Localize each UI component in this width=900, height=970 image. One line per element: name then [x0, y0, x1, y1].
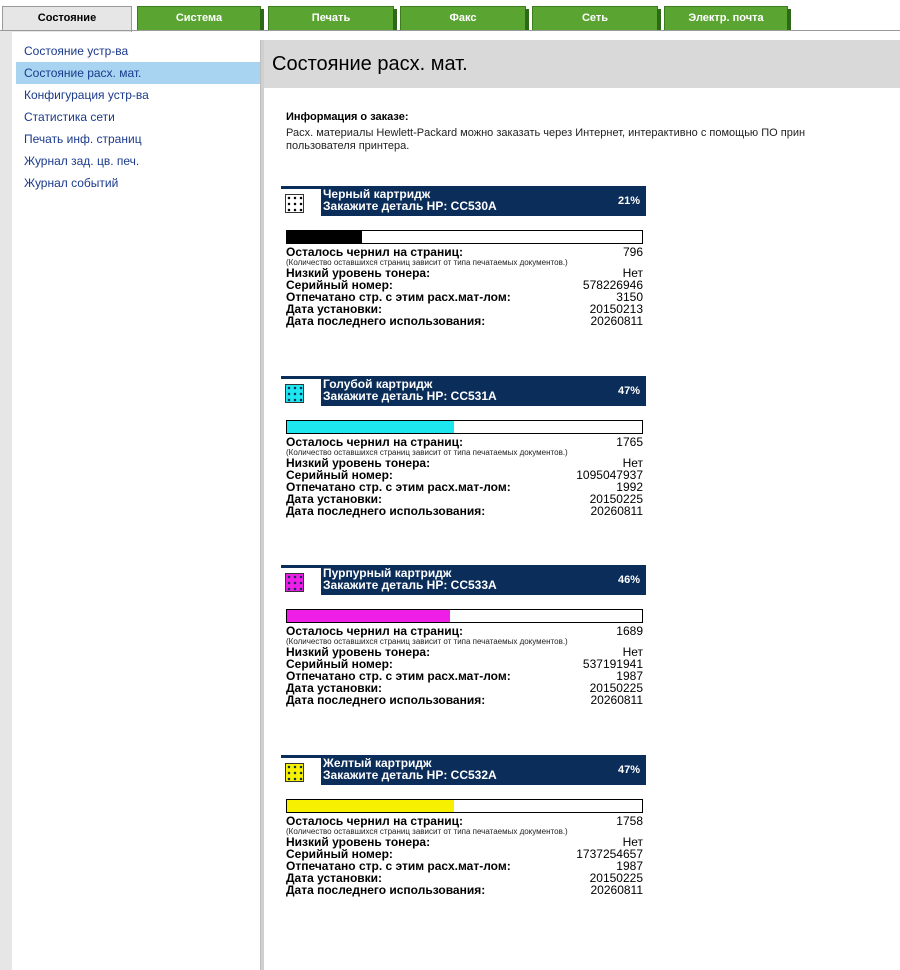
row-value: 20260811 — [590, 693, 643, 707]
row-value: Нет — [622, 456, 643, 470]
tab-label: Печать — [311, 12, 351, 24]
sidebar-item-color-job-log[interactable]: Журнал зад. цв. печ. — [24, 154, 140, 168]
cartridge-part-number: Закажите деталь HP: CC532A — [323, 768, 497, 782]
row-label: Дата последнего использования: — [286, 883, 486, 897]
row-value: 1992 — [616, 480, 643, 494]
sidebar-divider — [260, 40, 264, 970]
tab-shade — [260, 9, 264, 31]
top-tab-bar — [0, 0, 900, 30]
sidebar-item-device-config[interactable]: Конфигурация устр-ва — [24, 88, 149, 102]
toner-level-bar — [286, 420, 643, 434]
pages-left-note: (Количество оставшихся страниц зависит от типа печатаемых документов.) — [286, 827, 568, 836]
row-value: 20150225 — [589, 492, 643, 506]
order-info-line-2: пользователя принтера. — [286, 140, 410, 152]
toner-level-fill — [287, 421, 454, 433]
row-label: Серийный номер: — [286, 278, 393, 292]
cartridge-details — [286, 815, 643, 896]
cartridge-cyan — [281, 376, 646, 517]
tab-divider — [0, 30, 900, 31]
toner-icon — [281, 189, 321, 219]
tab-shade — [657, 9, 661, 31]
tab-fax[interactable] — [400, 6, 526, 30]
tab-print[interactable] — [268, 6, 394, 30]
row-label: Дата установки: — [286, 871, 383, 885]
row-value: Нет — [622, 835, 643, 849]
row-label: Дата последнего использования: — [286, 504, 486, 518]
tab-label: Факс — [449, 12, 477, 24]
pages-left-row — [286, 815, 643, 827]
row-label: Отпечатано стр. с этим расх.мат-лом: — [286, 669, 511, 683]
row-label: Отпечатано стр. с этим расх.мат-лом: — [286, 859, 511, 873]
order-info-text — [286, 127, 900, 153]
sidebar-item-network-stats[interactable]: Статистика сети — [24, 110, 115, 124]
cartridge-header — [281, 186, 646, 216]
sidebar-item-supplies-status[interactable]: Состояние расх. мат. — [16, 62, 260, 84]
sidebar-item-event-log[interactable]: Журнал событий — [24, 176, 119, 190]
cartridge-details — [286, 625, 643, 706]
row-label: Дата последнего использования: — [286, 693, 486, 707]
pages-left-note: (Количество оставшихся страниц зависит от типа печатаемых документов.) — [286, 258, 568, 267]
toner-icon — [281, 568, 321, 598]
tab-status[interactable] — [2, 6, 132, 32]
pages-left-row — [286, 625, 643, 637]
row-value: Нет — [622, 645, 643, 659]
cartridge-magenta — [281, 565, 646, 706]
toner-level-bar — [286, 230, 643, 244]
toner-level-fill — [287, 610, 450, 622]
toner-level-fill — [287, 231, 362, 243]
cartridge-name: Желтый картридж — [323, 756, 432, 770]
tab-label: Состояние — [37, 12, 97, 24]
row-label: Дата установки: — [286, 492, 383, 506]
order-info-heading: Информация о заказе: — [286, 111, 409, 123]
row-value: 578226946 — [582, 278, 643, 292]
cartridge-part-number: Закажите деталь HP: CC530A — [323, 199, 497, 213]
tab-system[interactable] — [137, 6, 261, 30]
row-label: Отпечатано стр. с этим расх.мат-лом: — [286, 290, 511, 304]
row-value: 1737254657 — [576, 847, 643, 861]
row-label: Осталось чернил на страниц: — [286, 245, 463, 259]
pages-left-row — [286, 436, 643, 448]
row-value: 1987 — [616, 669, 643, 683]
row-label: Серийный номер: — [286, 468, 393, 482]
row-value: 1765 — [616, 435, 643, 449]
tab-email[interactable] — [664, 6, 788, 30]
row-value: 1689 — [616, 624, 643, 638]
pages-left-note: (Количество оставшихся страниц зависит от типа печатаемых документов.) — [286, 448, 568, 457]
cartridge-yellow — [281, 755, 646, 896]
sidebar-nav — [16, 40, 260, 970]
sidebar-item-device-status[interactable]: Состояние устр-ва — [24, 44, 129, 58]
cartridge-percent: 47% — [617, 385, 640, 397]
row-label: Осталось чернил на страниц: — [286, 624, 463, 638]
pages-left-note: (Количество оставшихся страниц зависит от типа печатаемых документов.) — [286, 637, 568, 646]
sidebar-item-print-info-pages[interactable]: Печать инф. страниц — [24, 132, 142, 146]
cartridge-percent: 21% — [617, 195, 640, 207]
cartridge-details — [286, 246, 643, 327]
order-info-line-1: Расх. материалы Hewlett-Packard можно заказать через Интернет, интерактивно с помощью ПО прин — [286, 127, 806, 139]
toner-icon — [281, 379, 321, 409]
cartridge-percent: 47% — [617, 764, 640, 776]
row-value: 20260811 — [590, 314, 643, 328]
last-used-row — [286, 505, 643, 517]
toner-level-fill — [287, 800, 454, 812]
tab-label: Сеть — [581, 12, 609, 24]
toner-swatch — [285, 573, 304, 592]
row-value: 1095047937 — [576, 468, 643, 482]
row-label: Осталось чернил на страниц: — [286, 435, 463, 449]
cartridge-part-number: Закажите деталь HP: CC533A — [323, 578, 497, 592]
row-label: Низкий уровень тонера: — [286, 835, 431, 849]
row-value: Нет — [622, 266, 643, 280]
row-label: Серийный номер: — [286, 847, 393, 861]
last-used-row — [286, 694, 643, 706]
row-value: 3150 — [616, 290, 643, 304]
page-title: Состояние расх. мат. — [272, 53, 468, 75]
cartridge-part-number: Закажите деталь HP: CC531A — [323, 389, 497, 403]
pages-left-row — [286, 246, 643, 258]
tab-shade — [787, 9, 791, 31]
row-label: Низкий уровень тонера: — [286, 266, 431, 280]
row-value: 1758 — [616, 814, 643, 828]
row-label: Отпечатано стр. с этим расх.мат-лом: — [286, 480, 511, 494]
cartridge-black — [281, 186, 646, 327]
last-used-row — [286, 315, 643, 327]
cartridge-header — [281, 755, 646, 785]
tab-label: Система — [175, 12, 223, 24]
row-label: Осталось чернил на страниц: — [286, 814, 463, 828]
tab-network[interactable] — [532, 6, 658, 30]
left-frame-edge — [0, 31, 12, 970]
row-label: Дата установки: — [286, 681, 383, 695]
row-value: 20150225 — [589, 871, 643, 885]
row-value: 20260811 — [590, 504, 643, 518]
cartridge-percent: 46% — [617, 574, 640, 586]
row-label: Дата последнего использования: — [286, 314, 486, 328]
row-value: 796 — [622, 245, 643, 259]
toner-level-bar — [286, 799, 643, 813]
row-label: Серийный номер: — [286, 657, 393, 671]
tab-shade — [525, 9, 529, 31]
row-label: Дата установки: — [286, 302, 383, 316]
row-value: 20260811 — [590, 883, 643, 897]
cartridge-name: Голубой картридж — [323, 377, 433, 391]
row-value: 20150213 — [589, 302, 643, 316]
toner-swatch — [285, 194, 304, 213]
cartridge-header — [281, 376, 646, 406]
toner-icon — [281, 758, 321, 788]
tab-shade — [393, 9, 397, 31]
row-value: 537191941 — [582, 657, 643, 671]
cartridge-header — [281, 565, 646, 595]
row-value: 20150225 — [589, 681, 643, 695]
row-value: 1987 — [616, 859, 643, 873]
tab-label: Электр. почта — [688, 12, 764, 24]
row-label: Низкий уровень тонера: — [286, 456, 431, 470]
cartridge-name: Пурпурный картридж — [323, 566, 452, 580]
last-used-row — [286, 884, 643, 896]
row-label: Низкий уровень тонера: — [286, 645, 431, 659]
cartridge-details — [286, 436, 643, 517]
toner-swatch — [285, 763, 304, 782]
toner-swatch — [285, 384, 304, 403]
page-header — [264, 40, 900, 88]
toner-level-bar — [286, 609, 643, 623]
cartridge-name: Черный картридж — [323, 187, 431, 201]
